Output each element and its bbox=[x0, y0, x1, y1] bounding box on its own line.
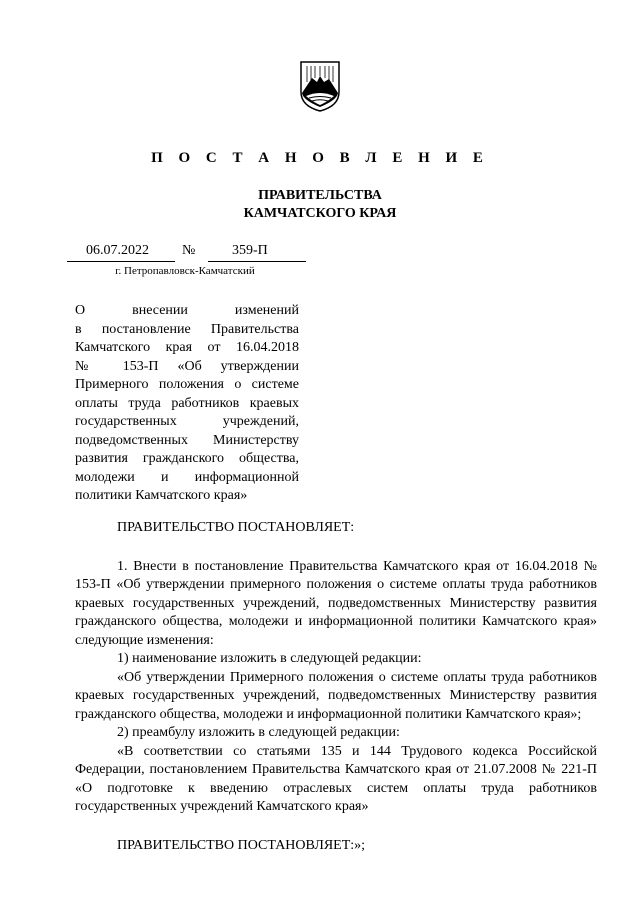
authority-line-2: КАМЧАТСКОГО КРАЯ bbox=[243, 206, 397, 221]
subject-line: молодежи и информационной bbox=[75, 469, 299, 485]
resolution-heading: ПРАВИТЕЛЬСТВО ПОСТАНОВЛЯЕТ: bbox=[117, 520, 355, 535]
number-underline bbox=[208, 261, 306, 262]
number-sign: № bbox=[182, 243, 196, 258]
subject-line: в постановление Правительства bbox=[75, 321, 299, 337]
document-number: 359-П bbox=[232, 243, 268, 258]
subject-line: подведомственных Министерству bbox=[75, 432, 299, 448]
kamchatka-emblem-icon bbox=[299, 60, 341, 112]
date-underline bbox=[67, 261, 175, 262]
paragraph: ПРАВИТЕЛЬСТВО ПОСТАНОВЛЯЕТ:»; bbox=[117, 837, 366, 853]
subject-line: оплаты труда работников краевых bbox=[75, 395, 299, 411]
document-title: П О С Т А Н О В Л Е Н И Е bbox=[151, 150, 489, 166]
issue-city: г. Петропавловск-Камчатский bbox=[115, 265, 255, 277]
paragraph: «В соответствии со статьями 135 и 144 Трудового кодекса Российской Федерации, постановлением Правительства Камчатского края от 21.07.2008 № 221-П «О подготовке к введению отраслевых систем оплаты труда работников государственных учреждений Камчатского края» bbox=[75, 743, 597, 814]
paragraph: 2) преамбулу изложить в следующей редакции: bbox=[117, 725, 400, 740]
document-date: 06.07.2022 bbox=[86, 243, 149, 258]
subject-line: Камчатского края от 16.04.2018 bbox=[75, 340, 299, 355]
subject-line: государственных учреждений, bbox=[75, 414, 299, 429]
document-subject bbox=[75, 302, 299, 506]
paragraph: 1. Внести в постановление Правительства Камчатского края от 16.04.2018 № 153-П «Об утверждении примерного положения о системе оплаты труда работников краевых государственных учреждений, подведомственных Министерству развития гражданского общества, молодежи и информационной политики Камчатского края» следующие изменения: bbox=[75, 558, 597, 648]
subject-line: О внесении изменений bbox=[75, 303, 299, 318]
subject-line: развития гражданского общества, bbox=[75, 451, 299, 466]
issuing-authority bbox=[0, 187, 640, 223]
subject-line: Примерного положения о системе bbox=[75, 377, 299, 392]
paragraph: «Об утверждении Примерного положения о системе оплаты труда работников краевых государственных учреждений, подведомственных Министерству развития гражданского общества, молодежи и информационной политики Камчатского края»; bbox=[75, 669, 597, 722]
paragraph: 1) наименование изложить в следующей редакции: bbox=[117, 651, 422, 666]
subject-line: политики Камчатского края» bbox=[75, 488, 248, 503]
authority-line-1: ПРАВИТЕЛЬСТВА bbox=[258, 188, 382, 203]
document-body bbox=[75, 519, 597, 855]
subject-line: № 153-П «Об утверждении bbox=[75, 358, 299, 374]
